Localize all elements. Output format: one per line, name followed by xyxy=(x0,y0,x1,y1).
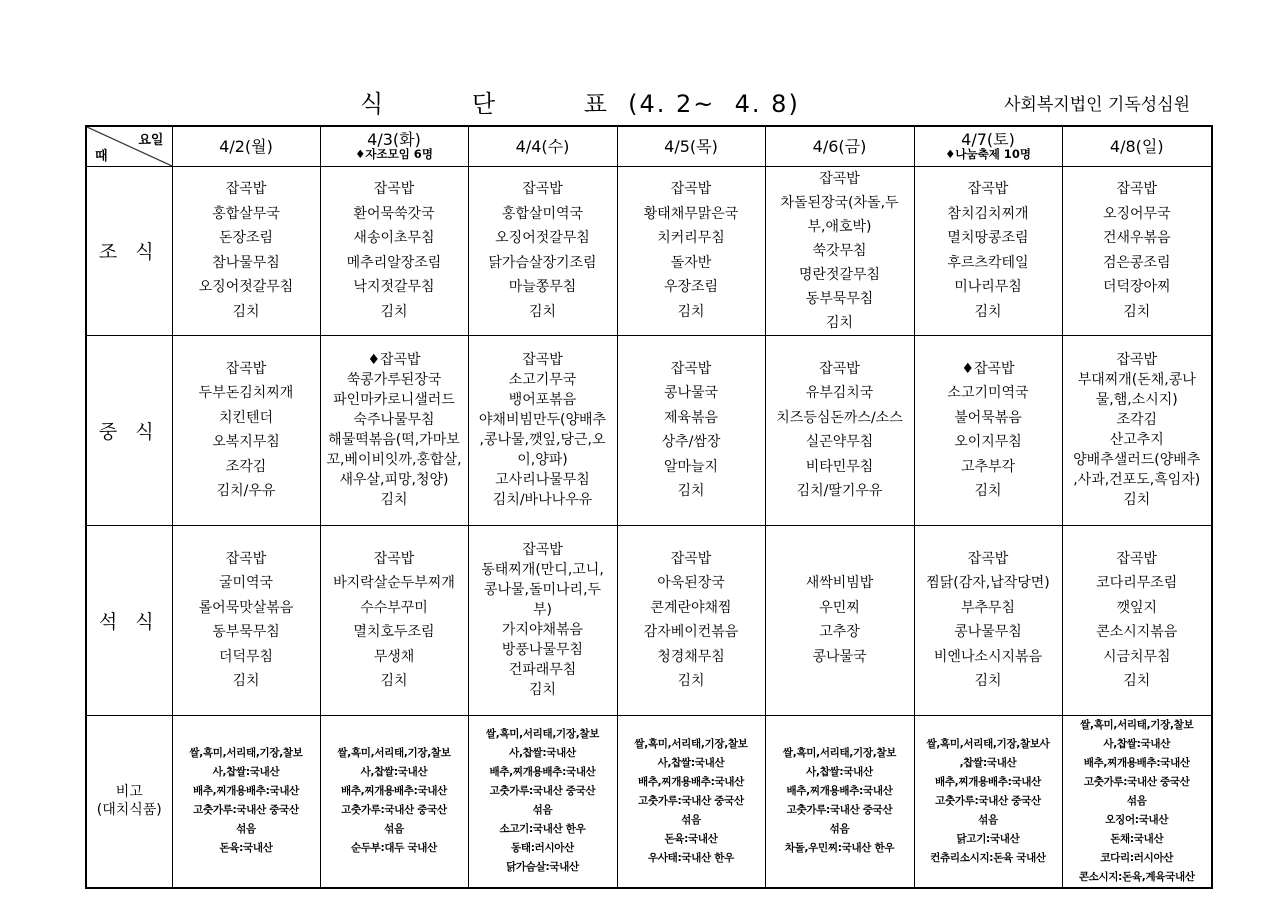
menu-item: 홍합살무국 xyxy=(212,205,280,222)
menu-item: 산고추지 xyxy=(1109,432,1164,448)
menu-item: 꼬,베이비잇까,홍합살, xyxy=(326,452,462,468)
menu-item: 고사리나물무침 xyxy=(495,472,590,488)
menu-item: 돈장조림 xyxy=(218,230,274,246)
menu-item: 잡곡밥 xyxy=(225,550,267,567)
origin-item: 돈육:국내산 xyxy=(219,842,273,854)
menu-item: 청경채무침 xyxy=(657,648,725,665)
menu-cell xyxy=(1062,525,1212,715)
day-label: 4/3(화) xyxy=(367,130,421,150)
menu-item: 잡곡밥 xyxy=(819,170,860,187)
menu-item: 새싹비빔밥 xyxy=(805,575,874,591)
menu-item: 낙지젓갈무침 xyxy=(353,279,435,295)
origin-item: 돈육:국내산 xyxy=(664,832,718,845)
menu-item: 잡곡밥 xyxy=(670,181,712,197)
menu-item: 검은콩조림 xyxy=(1102,254,1171,271)
menu-item: 김치 xyxy=(974,673,1002,689)
day-label: 4/7(토) xyxy=(961,130,1015,150)
menu-item: 참나물무침 xyxy=(212,254,280,271)
menu-item: 참치김치찌개 xyxy=(947,205,1029,222)
menu-item: 감자베이컨볶음 xyxy=(643,624,739,640)
menu-item: 수수부꾸미 xyxy=(360,599,428,616)
menu-item: 찜닭(감자,납작당면) xyxy=(926,575,1050,591)
menu-item: 부대찌개(돈채,콩나 xyxy=(1077,372,1196,388)
origin-item: 사,찹쌀:국내산 xyxy=(1103,737,1171,750)
breakfast-row xyxy=(86,166,1212,335)
origin-item: 고춧가루:국내산 중국산 xyxy=(786,804,893,816)
menu-item: 오이지무침 xyxy=(954,434,1022,450)
origin-item: 섞음 xyxy=(681,813,701,826)
menu-item: 두부돈김치찌개 xyxy=(198,385,294,401)
origin-item: 차돌,우민찌:국내산 한우 xyxy=(784,842,895,854)
menu-item: 이,양파) xyxy=(517,452,568,468)
menu-item: 상추/쌈장 xyxy=(661,434,721,450)
menu-cell xyxy=(320,525,468,715)
menu-item: 부추무침 xyxy=(960,599,1016,616)
menu-item: 잡곡밥 xyxy=(967,181,1009,197)
header-row xyxy=(86,126,1212,166)
menu-item: 잡곡밥 xyxy=(1116,181,1158,197)
origin-item: 배추,찌개용배추:국내산 xyxy=(192,785,300,797)
menu-item: 김치 xyxy=(380,673,408,689)
menu-item: 고추부각 xyxy=(960,458,1016,475)
origin-item: 섞음 xyxy=(829,823,850,835)
origin-item: 배추,찌개용배추:국내산 xyxy=(489,766,596,778)
day-label: 4/2(월) xyxy=(219,136,273,156)
origin-item: 고춧가루:국내산 중국산 xyxy=(341,804,447,816)
menu-cell xyxy=(765,335,914,525)
origin-item: 섞음 xyxy=(384,823,404,835)
dinner-row xyxy=(86,525,1212,715)
menu-item: 파인마카로니샐러드 xyxy=(333,392,455,408)
menu-cell xyxy=(172,335,320,525)
menu-item: 소고기미역국 xyxy=(947,385,1029,401)
origin-item: 사,찹쌀:국내산 xyxy=(806,766,873,778)
menu-item: 쑥콩가루된장국 xyxy=(346,372,442,388)
menu-item: 숙주나물무침 xyxy=(353,412,435,428)
origin-item: 쌀,흑미,서리태,기장,찰보 xyxy=(337,747,451,759)
menu-item: ♦잡곡밥 xyxy=(367,352,421,368)
menu-cell xyxy=(1062,166,1212,335)
menu-item: 새우살,피망,청양) xyxy=(339,472,449,488)
menu-item: 비타민무침 xyxy=(805,458,874,475)
menu-item: 부) xyxy=(533,602,552,618)
menu-item: 동부묵무침 xyxy=(805,290,874,307)
origin-item: 사,찹쌀:국내산 xyxy=(212,766,280,778)
menu-cell xyxy=(172,525,320,715)
menu-item: 바지락살순두부찌개 xyxy=(333,575,455,591)
menu-cell xyxy=(914,166,1062,335)
day-header xyxy=(468,126,617,166)
menu-item: ♦잡곡밥 xyxy=(961,360,1015,377)
menu-item: 우민찌 xyxy=(819,599,860,616)
origin-item: 순두부:대두 국내산 xyxy=(351,842,437,854)
day-header xyxy=(1062,126,1212,166)
menu-item: 뱅어포볶음 xyxy=(508,392,577,408)
menu-item: 김치 xyxy=(232,673,260,689)
menu-cell xyxy=(765,525,914,715)
menu-item: 콘계란야채찜 xyxy=(650,599,732,616)
page-title: 식 단 표 (4. 2~ 4. 8) xyxy=(360,90,800,118)
day-label: 4/4(수) xyxy=(515,136,570,156)
origin-item: 닭고기:국내산 xyxy=(956,832,1020,845)
menu-item: 소고기무국 xyxy=(508,372,577,388)
day-label: 4/8(일) xyxy=(1109,136,1164,156)
origin-item: 고춧가루:국내산 중국산 xyxy=(193,804,299,816)
menu-item: ,사과,건포도,흑임자) xyxy=(1073,472,1201,488)
menu-item: 김치 xyxy=(677,673,705,689)
day-header xyxy=(320,126,468,166)
origin-item: 우사태:국내산 한우 xyxy=(648,851,734,864)
menu-item: 잡곡밥 xyxy=(670,360,712,377)
menu-item: 잡곡밥 xyxy=(522,352,563,368)
menu-item: 차돌된장국(차돌,두 xyxy=(780,194,899,211)
day-header xyxy=(172,126,320,166)
menu-item: 잡곡밥 xyxy=(1116,550,1158,567)
meal-label: 조 식 xyxy=(86,166,172,335)
menu-item: 잡곡밥 xyxy=(373,550,415,567)
menu-item: 코다리무조림 xyxy=(1096,575,1178,591)
origin-item: 소고기:국내산 한우 xyxy=(499,823,586,835)
menu-item: 잡곡밥 xyxy=(225,360,267,377)
day-header xyxy=(617,126,765,166)
menu-item: 콩나물국 xyxy=(812,648,867,665)
menu-item: 건새우볶음 xyxy=(1102,230,1171,246)
menu-cell xyxy=(468,335,617,525)
origin-item: 사,찹쌀:국내산 xyxy=(360,766,428,778)
day-note: ♦나눔축제 10명 xyxy=(945,147,1031,162)
menu-cell xyxy=(1062,335,1212,525)
menu-item: 콩나물무침 xyxy=(954,624,1022,640)
menu-item: 콩나물국 xyxy=(663,385,719,401)
menu-item: 돌자반 xyxy=(670,254,712,271)
menu-item: 잡곡밥 xyxy=(1116,352,1158,368)
menu-item: 김치 xyxy=(974,483,1002,499)
menu-item: 콘소시지볶음 xyxy=(1096,624,1178,640)
menu-item: 김치 xyxy=(1123,673,1151,689)
menu-item: 잡곡밥 xyxy=(670,550,712,567)
organization-name: 사회복지법인 기독성심원 xyxy=(1004,95,1191,115)
menu-cell xyxy=(468,525,617,715)
menu-item: 비엔나소시지볶음 xyxy=(933,648,1043,665)
menu-item: 김치 xyxy=(528,682,557,698)
menu-item: 잡곡밥 xyxy=(373,181,415,197)
menu-item: 김치 xyxy=(380,492,408,508)
menu-item: 잡곡밥 xyxy=(967,550,1009,567)
menu-item: 조각김 xyxy=(1116,412,1158,428)
menu-item: ,콩나물,깻잎,당근,오 xyxy=(479,432,606,448)
menu-item: 김치 xyxy=(677,303,705,320)
day-header xyxy=(765,126,914,166)
origin-item: 콘소시지:돈육,계육국내산 xyxy=(1078,870,1195,883)
menu-item: 멸치호두조림 xyxy=(353,624,435,640)
menu-item: 양배추샐러드(양배추 xyxy=(1073,452,1201,468)
origin-item: 고춧가루:국내산 중국산 xyxy=(935,794,1041,807)
menu-item: 잡곡밥 xyxy=(819,360,860,377)
origin-item: 고춧가루:국내산 중국산 xyxy=(489,785,596,797)
origin-cell xyxy=(617,715,765,888)
menu-item: 잡곡밥 xyxy=(522,181,563,197)
menu-item: 명란젓갈무침 xyxy=(798,266,881,283)
menu-item: 부,애호박) xyxy=(807,218,872,235)
menu-item: 김치/딸기우유 xyxy=(796,483,883,499)
menu-item: 제육볶음 xyxy=(663,409,719,426)
origin-item: 섞음 xyxy=(1126,794,1147,807)
origin-item: 코다리:러시아산 xyxy=(1100,851,1174,864)
day-note: ♦자조모임 6명 xyxy=(355,147,433,162)
menu-item: 마늘쫑무침 xyxy=(508,279,577,295)
origin-item: 배추,찌개용배추:국내산 xyxy=(637,775,745,788)
menu-item: 무생채 xyxy=(373,648,415,665)
menu-item: 김치 xyxy=(380,303,408,320)
day-label: 4/5(목) xyxy=(664,136,718,156)
menu-item: 동부묵무침 xyxy=(212,624,280,640)
menu-item: 김치/우유 xyxy=(216,483,276,499)
origin-item: 쌀,흑미,서리태,기장,찰보 xyxy=(782,747,897,759)
origin-item: 닭가슴살:국내산 xyxy=(506,861,579,873)
menu-item: 깻잎지 xyxy=(1116,599,1158,616)
origin-item: 배추,찌개용배추:국내산 xyxy=(340,785,448,797)
menu-item: 롤어묵맛살볶음 xyxy=(198,599,294,616)
menu-item: 환어묵쑥갓국 xyxy=(353,205,435,222)
corner-header xyxy=(86,126,172,166)
origin-item: 사,찹쌀:국내산 xyxy=(657,756,725,769)
menu-item: 불어묵볶음 xyxy=(954,409,1022,426)
menu-cell xyxy=(320,166,468,335)
menu-item: 굴미역국 xyxy=(218,575,274,591)
origin-item: 섞음 xyxy=(236,823,256,835)
menu-cell xyxy=(320,335,468,525)
menu-item: 멸치땅콩조림 xyxy=(947,230,1029,246)
menu-item: 우장조림 xyxy=(663,279,719,295)
menu-item: 김치 xyxy=(825,314,854,331)
menu-cell xyxy=(617,166,765,335)
origin-item: 고춧가루:국내산 중국산 xyxy=(1083,775,1190,788)
menu-item: 더덕무침 xyxy=(218,648,274,665)
menu-item: 야채비빔만두(양배추 xyxy=(478,412,607,428)
menu-item: 오징어젓갈무침 xyxy=(198,279,294,295)
menu-item: 방풍나물무침 xyxy=(501,642,584,658)
menu-cell xyxy=(172,166,320,335)
origin-item: 오징어:국내산 xyxy=(1105,813,1169,826)
menu-item: 유부김치국 xyxy=(805,385,874,401)
origin-item: 쌀,흑미,서리태,기장,찰보 xyxy=(1080,718,1194,731)
menu-cell xyxy=(765,166,914,335)
menu-item: 김치 xyxy=(677,483,705,499)
origin-item: 쌀,흑미,서리태,기장,찰보 xyxy=(189,747,303,759)
remarks-label xyxy=(86,715,172,888)
remarks-row xyxy=(86,715,1212,888)
menu-item: 김치 xyxy=(232,303,260,320)
origin-cell xyxy=(172,715,320,888)
origin-item: 쌀,흑미,서리태,기장,찰보 xyxy=(634,737,748,750)
menu-cell xyxy=(617,335,765,525)
remarks-label-line: 비고 xyxy=(115,784,143,800)
origin-item: 컨츄리소시지:돈육 국내산 xyxy=(930,851,1046,864)
menu-item: 메추리알장조림 xyxy=(346,254,442,271)
origin-item: 쌀,흑미,서리태,기장,찰보 xyxy=(485,728,600,740)
menu-item: 조각김 xyxy=(225,458,267,475)
menu-item: 물,햄,소시지) xyxy=(1095,392,1178,408)
menu-item: 김치 xyxy=(974,303,1002,320)
menu-item: 잡곡밥 xyxy=(522,542,563,558)
menu-item: 고추장 xyxy=(819,624,860,640)
day-label: 4/6(금) xyxy=(812,136,867,156)
origin-item: 배추,찌개용배추:국내산 xyxy=(1083,756,1190,769)
origin-item: 배추,찌개용배추:국내산 xyxy=(786,785,893,797)
menu-item: 김치 xyxy=(1123,303,1151,320)
origin-item: 섞음 xyxy=(978,813,998,826)
menu-item: 잡곡밥 xyxy=(225,181,267,197)
meal-plan-table xyxy=(85,125,1213,889)
menu-item: 김치 xyxy=(528,303,557,320)
origin-cell xyxy=(468,715,617,888)
origin-cell xyxy=(1062,715,1212,888)
menu-item: 김치 xyxy=(1123,492,1151,508)
menu-item: 오복지무침 xyxy=(212,434,280,450)
menu-item: 아욱된장국 xyxy=(657,575,725,591)
menu-item: 닭가슴살장기조림 xyxy=(488,254,597,271)
origin-item: ,찹쌀:국내산 xyxy=(959,756,1017,769)
corner-time-label: 때 xyxy=(95,148,108,164)
menu-item: 시금치무침 xyxy=(1102,648,1171,665)
menu-item: 오징어젓갈무침 xyxy=(495,230,590,246)
origin-item: 배추,찌개용배추:국내산 xyxy=(934,775,1042,788)
meal-label: 석 식 xyxy=(86,525,172,715)
origin-cell xyxy=(320,715,468,888)
meal-label: 중 식 xyxy=(86,335,172,525)
menu-cell xyxy=(468,166,617,335)
menu-item: 콩나물,돌미나리,두 xyxy=(483,582,602,598)
menu-item: 홍합살미역국 xyxy=(501,205,584,222)
menu-item: 김치/바나나우유 xyxy=(492,492,593,508)
menu-cell xyxy=(914,335,1062,525)
menu-item: 치즈등심돈까스/소스 xyxy=(776,409,903,426)
menu-item: 쑥갓무침 xyxy=(812,242,867,259)
menu-item: 황태채무맑은국 xyxy=(643,205,739,222)
origin-item: 동태:러시아산 xyxy=(511,842,574,854)
origin-item: 쌀,흑미,서리태,기장,찰보사 xyxy=(926,737,1050,750)
menu-item: 건파래무침 xyxy=(508,662,577,678)
menu-item: 오징어무국 xyxy=(1102,205,1171,222)
menu-cell xyxy=(617,525,765,715)
menu-item: 알마늘지 xyxy=(663,458,719,475)
remarks-label-line: (대치식품) xyxy=(96,802,162,818)
menu-item: 해물떡볶음(떡,가마보 xyxy=(328,432,460,448)
menu-item: 더덕장아찌 xyxy=(1102,279,1171,295)
lunch-row xyxy=(86,335,1212,525)
menu-item: 미나리무침 xyxy=(954,279,1022,295)
menu-item: 가지야채볶음 xyxy=(501,622,584,638)
menu-item: 실곤약무침 xyxy=(805,434,874,450)
origin-item: 섞음 xyxy=(532,804,553,816)
menu-item: 치커리무침 xyxy=(657,230,725,246)
origin-cell xyxy=(914,715,1062,888)
menu-item: 후르츠칵테일 xyxy=(947,254,1029,271)
origin-item: 돈채:국내산 xyxy=(1110,832,1164,845)
menu-item: 동태찌개(만디,고니, xyxy=(481,562,604,578)
origin-item: 사,찹쌀:국내산 xyxy=(509,747,576,759)
corner-day-label: 요일 xyxy=(138,133,164,148)
menu-item: 치킨텐더 xyxy=(218,409,274,426)
menu-item: 새송이초무침 xyxy=(353,230,435,246)
origin-item: 고춧가루:국내산 중국산 xyxy=(638,794,744,807)
origin-cell xyxy=(765,715,914,888)
day-header xyxy=(914,126,1062,166)
menu-cell xyxy=(914,525,1062,715)
